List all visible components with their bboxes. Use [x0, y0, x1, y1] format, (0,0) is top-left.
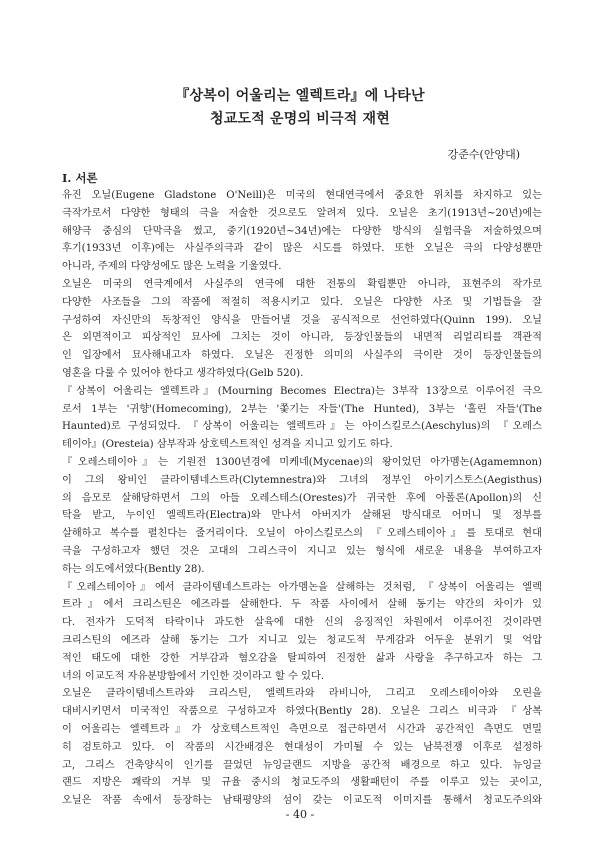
body-line: 다양한 사조들을 그의 작품에 적절히 적용시키고 있다. 오닐은 다양한 사조 및 기법들을 잘 [62, 296, 542, 308]
body-line: 살해하고 복수를 펼친다는 줄거리이다. 오닐이 아이스킬로스의 『오레스테이아』를 토대로 현대 [62, 528, 542, 540]
body-line: 극작가로서 다양한 형태의 극을 저술한 것으로도 알려져 있다. 오닐은 초기(1913년~20년)에는 [62, 207, 542, 219]
body-line: 탁을 받고, 누이인 엘렉트라(Electra)와 만나서 아버지가 살해된 방식대로 어머니 및 정부를 [62, 510, 542, 522]
body-line: Haunted)로 구성되었다. 『상복이 어울리는 엘렉트라』는 아이스킬로스(Aeschylus)의 『오레스 [62, 421, 542, 433]
section-heading: Ⅰ. 서론 [62, 171, 98, 185]
paper-title-line-1: 『상복이 어울리는 엘렉트라』에 나타난 [175, 88, 425, 104]
body-line: 히 검토하고 있다. 이 작품의 시간배경은 현대성이 가미될 수 있는 남북전쟁 이후로 설정하 [62, 741, 542, 753]
body-line: 인 입장에서 묘사해내고자 하였다. 오닐은 진정한 의미의 사실주의 극이란 것이 등장인물들의 [62, 350, 542, 362]
body-line: 해양극 중심의 단막극을 썼고, 중기(1920년~34년)에는 다양한 방식의 실험극을 저술하였으며 [62, 225, 542, 237]
author-affiliation: 강준수(안양대) [447, 148, 520, 161]
body-line: 대비시키면서 미국적인 작품으로 구성하고자 하였다(Bently 28). 오닐은 그리스 비극과 『상복 [62, 706, 542, 718]
body-line: 『오레스테이아』에서 클라이템네스트라는 아가멤논을 살해하는 것처럼, 『상복이 어울리는 엘렉 [62, 581, 542, 593]
body-line: 유진 오닐(Eugene Gladstone O'Neill)은 미국의 현대연극에서 중요한 위치를 차지하고 있는 [62, 190, 542, 201]
body-line: 은 외면적이고 피상적인 묘사에 그치는 것이 아니라, 등장인물들의 내면적 리얼리티를 객관적 [62, 332, 542, 344]
body-line: 녀의 이교도적 자유분방함에서 기인한 것이라고 할 수 있다. [62, 670, 325, 682]
body-line: 오닐은 미국의 연극계에서 사실주의 연극에 대한 전통의 확립뿐만 아니라, 표현주의 작가로 [62, 278, 542, 290]
body-line: 구성하여 자신만의 독창적인 양식을 만들어낼 것을 공식적으로 선언하였다(Quinn 199). 오닐 [62, 314, 542, 326]
body-line: 후기(1933년 이후)에는 사실주의극과 같이 많은 시도를 하였다. 또한 오닐은 극의 다양성뿐만 [62, 243, 542, 255]
body-line: 이 어울리는 엘렉트라』가 상호텍스트적인 측면으로 접근하면서 시간과 공간적인 측면도 면밀 [62, 723, 542, 735]
paper-title-line-2: 청교도적 운명의 비극적 재현 [210, 111, 390, 127]
body-line: 극을 구성하고자 했던 것은 고대의 그리스극이 지니고 있는 형식에 새로운 내용을 부여하고자 [62, 545, 542, 557]
body-text [62, 187, 542, 810]
body-line: 의 음모로 살해당하면서 그의 아들 오레스테스(Orestes)가 귀국한 후에 아폴론(Apollon)의 신 [62, 492, 542, 504]
body-line: 다. 전자가 도덕적 타락이나 과도한 살육에 대한 신의 응징적인 차원에서 이루어진 것이라면 [62, 617, 542, 629]
body-line: 오닐은 작품 속에서 등장하는 남태평양의 섬이 갖는 이교도적 이미지를 통해서 청교도주의와 [62, 795, 542, 807]
body-line: 『상복이 어울리는 엘렉트라』(Mourning Becomes Electra)는 3부작 13장으로 이루어진 극으 [62, 385, 542, 397]
body-line: 고, 그리스 건축양식이 인기를 끌었던 뉴잉글랜드 지방을 공간적 배경으로 하고 있다. 뉴잉글 [62, 759, 542, 771]
body-line: 오닐은 클라이템네스트라와 크리스틴, 엘렉트라와 라비니아, 그리고 오레스테이아와 오린을 [62, 688, 542, 700]
page-number: - 40 - [285, 808, 315, 821]
body-line: 크리스틴의 에즈라 살해 동기는 그가 지니고 있는 청교도적 무게감과 어두운 분위기 및 억압 [62, 634, 542, 646]
body-line: 아니라, 주제의 다양성에도 많은 노력을 기울였다. [62, 261, 282, 273]
body-line: 하는 의도에서였다(Bently 28). [62, 563, 205, 575]
body-line: 테이아』(Oresteia) 삼부작과 상호텍스트적인 성격을 지니고 있기도 하다. [62, 439, 393, 451]
body-line: 이 그의 왕비인 클라이템네스트라(Clytemnestra)와 그녀의 정부인 아이기스토스(Aegisthus) [62, 474, 542, 486]
body-line: 영혼을 다룰 수 있어야 한다고 생각하였다(Gelb 520). [62, 367, 304, 379]
body-line: 적인 태도에 대한 강한 거부감과 혐오감을 탈피하여 진정한 삶과 사랑을 추구하고자 하는 그 [62, 652, 542, 664]
body-line: 트라』에서 크리스틴은 에즈라를 살해한다. 두 작품 사이에서 살해 동기는 약간의 차이가 있 [62, 599, 542, 611]
body-line: 로서 1부는 '귀향'(Homecoming), 2부는 '쫓기는 자들'(The Hunted), 3부는 '홀린 자들'(The [62, 403, 542, 415]
body-line: 『오레스테이아』는 기원전 1300년경에 미케네(Mycenae)의 왕이었던 아가멤논(Agamemnon) [62, 456, 542, 468]
body-line: 랜드 지방은 쾌락의 거부 및 규율 중시의 청교도주의 생활패턴이 주를 이루고 있는 곳이고, [62, 777, 542, 789]
